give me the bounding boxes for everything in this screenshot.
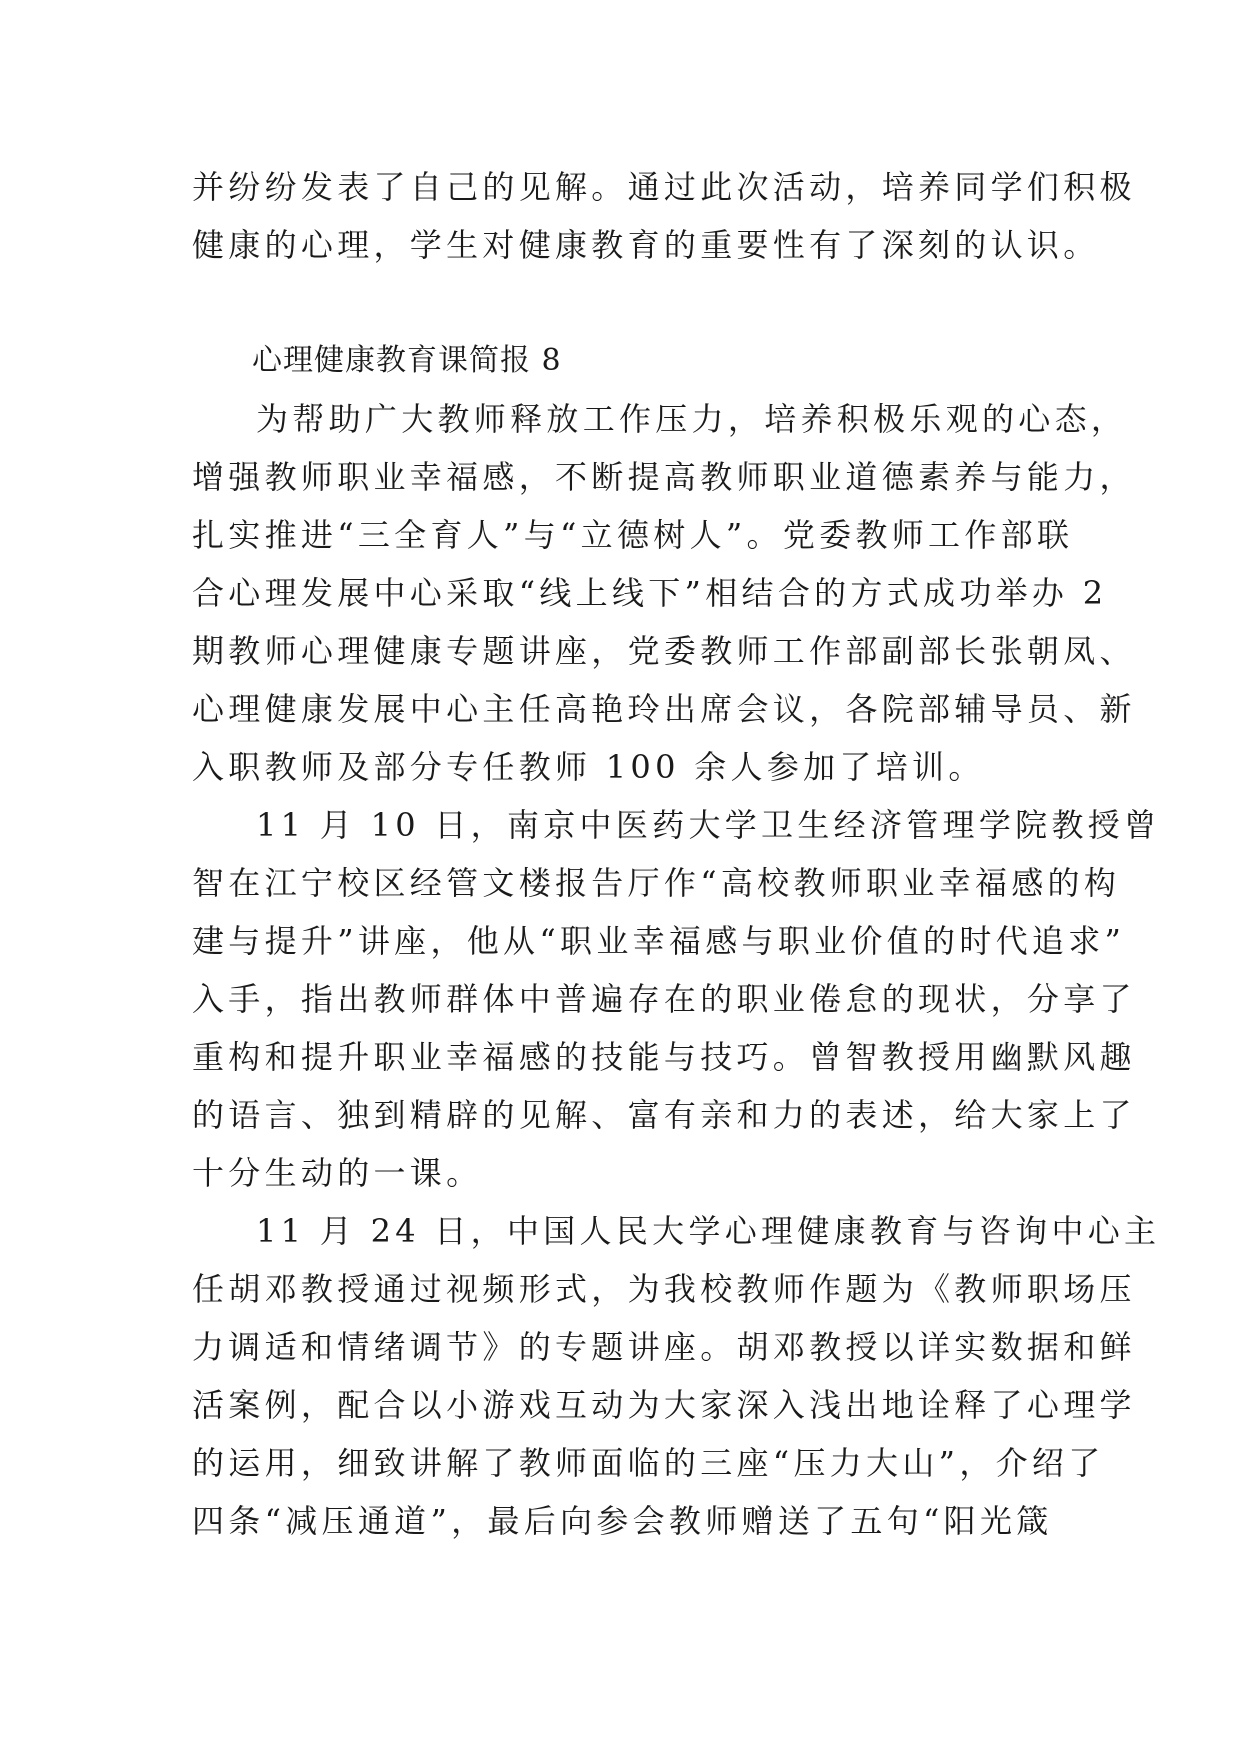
text-line: 11 月 24 日，中国人民大学心理健康教育与咨询中心主 xyxy=(256,1212,1161,1250)
paragraph-3 xyxy=(192,1202,1161,1550)
paragraph-1 xyxy=(192,390,1136,796)
text-line: 健康的心理，学生对健康教育的重要性有了深刻的认识。 xyxy=(192,226,1100,264)
text-line: 入手，指出教师群体中普遍存在的职业倦怠的现状，分享了 xyxy=(192,980,1136,1018)
section-heading-block xyxy=(192,332,1050,390)
text-line: 四条“减压通道”，最后向参会教师赠送了五句“阳光箴 xyxy=(192,1502,1053,1540)
spacer xyxy=(192,274,1050,332)
intro-paragraph xyxy=(192,158,1136,274)
text-line: 入职教师及部分专任教师 100 余人参加了培训。 xyxy=(192,748,985,786)
text-line: 为帮助广大教师释放工作压力，培养积极乐观的心态， xyxy=(256,400,1128,438)
text-line: 合心理发展中心采取“线上线下”相结合的方式成功举办 2 xyxy=(192,574,1108,612)
document-page xyxy=(192,158,1161,1550)
text-line: 活案例，配合以小游戏互动为大家深入浅出地诠释了心理学 xyxy=(192,1386,1136,1424)
section-title: 心理健康教育课简报 8 xyxy=(252,343,562,378)
text-line: 的语言、独到精辟的见解、富有亲和力的表述，给大家上了 xyxy=(192,1096,1136,1134)
text-line: 建与提升”讲座，他从“职业幸福感与职业价值的时代追求” xyxy=(192,922,1126,960)
text-line: 重构和提升职业幸福感的技能与技巧。曾智教授用幽默风趣 xyxy=(192,1038,1136,1076)
text-line: 11 月 10 日，南京中医药大学卫生经济管理学院教授曾 xyxy=(256,806,1161,844)
paragraph-2 xyxy=(192,796,1161,1202)
text-line: 力调适和情绪调节》的专题讲座。胡邓教授以详实数据和鲜 xyxy=(192,1328,1136,1366)
text-line: 并纷纷发表了自己的见解。通过此次活动，培养同学们积极 xyxy=(192,168,1136,206)
text-line: 期教师心理健康专题讲座，党委教师工作部副部长张朝凤、 xyxy=(192,632,1136,670)
text-line: 智在江宁校区经管文楼报告厅作“高校教师职业幸福感的构 xyxy=(192,864,1121,902)
text-line: 扎实推进“三全育人”与“立德树人”。党委教师工作部联 xyxy=(192,516,1074,554)
text-line: 十分生动的一课。 xyxy=(192,1154,483,1192)
text-line: 任胡邓教授通过视频形式，为我校教师作题为《教师职场压 xyxy=(192,1270,1136,1308)
text-line: 的运用，细致讲解了教师面临的三座“压力大山”，介绍了 xyxy=(192,1444,1105,1482)
text-line: 增强教师职业幸福感，不断提高教师职业道德素养与能力， xyxy=(192,458,1136,496)
text-line: 心理健康发展中心主任高艳玲出席会议，各院部辅导员、新 xyxy=(192,690,1136,728)
